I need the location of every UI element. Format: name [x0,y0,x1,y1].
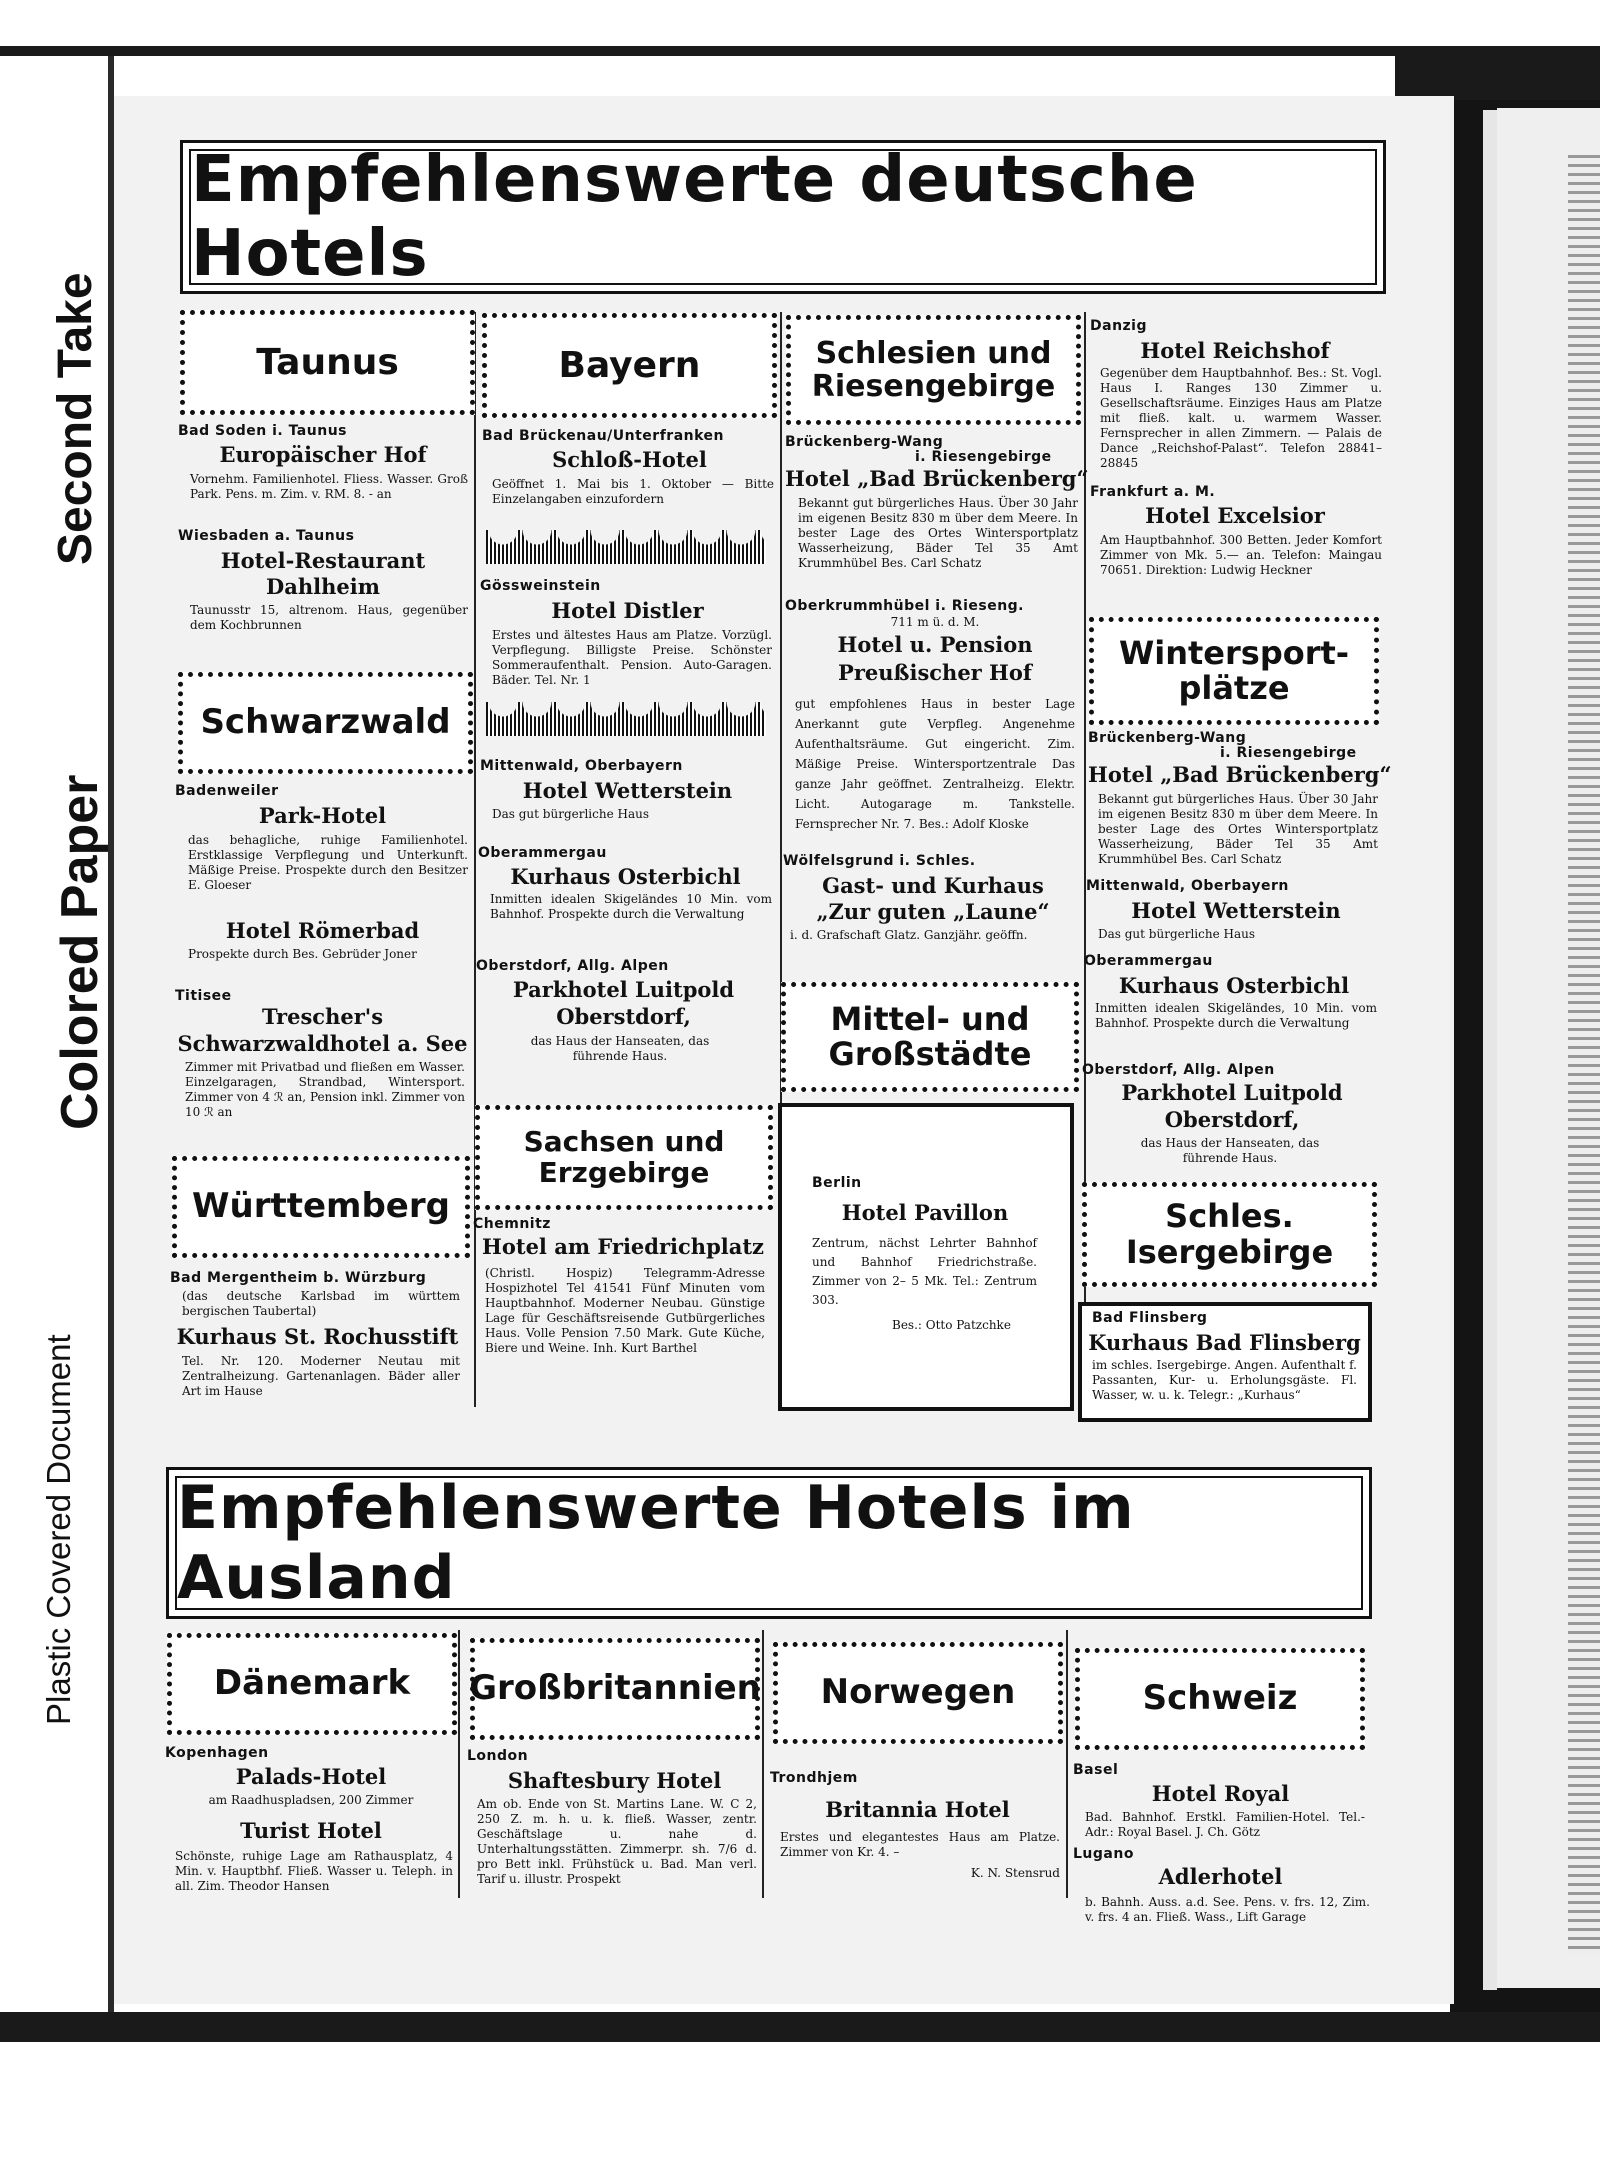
column-rule [1066,1630,1068,1898]
region-taunus: Taunus [180,310,475,415]
city-oberstdorf: Oberstdorf, Allg. Alpen [476,958,669,974]
decorative-wave [486,702,766,736]
hotel-roemerbad: Hotel Römerbad [225,918,420,943]
city-oberstdorf-2: Oberstdorf, Allg. Alpen [1082,1062,1275,1078]
headline-text: Empfehlenswerte deutsche Hotels [189,149,1377,285]
hotel-pavillon: Hotel Pavillon [841,1200,1009,1225]
city-flinsberg: Bad Flinsberg [1092,1310,1208,1326]
city-mittenwald: Mittenwald, Oberbayern [480,758,683,774]
hotel-dahlheim: Dahlheim [266,574,380,599]
hotel-europaeischer-hof: Europäischer Hof [219,442,427,467]
city-oberkrummhuebel: Oberkrummhübel i. Rieseng. [785,598,1025,614]
city-bad-soden: Bad Soden i. Taunus [178,423,347,439]
hotel-wetterstein-2: Hotel Wetterstein [1131,898,1341,923]
desc-kurhaus-flinsberg: im schles. Isergebirge. Angen. Aufenthalt f. Passanten, Kur- u. Erholungsgäste. Fl. Wasser, w. u. k. Telegr.: „Kurhaus“ [1092,1358,1357,1402]
scan-edge-bottom [0,2012,1600,2042]
desc-pavillon: Zentrum, nächst Lehrter Bahnhof und Bahnhof Friedrichstraße. Zimmer von 2– 5 Mk. Tel.: Zentrum 303. [812,1236,1037,1307]
hotel-gast-kurhaus: Gast- und Kurhaus [822,873,1044,898]
city-frankfurt: Frankfurt a. M. [1090,484,1216,500]
desc-osterbichl: Inmitten idealen Skigeländes 10 Min. vom Bahnhof. Prospekte durch die Verwaltung [490,892,772,921]
city-lugano: Lugano [1073,1846,1134,1862]
hotel-friedrichplatz: Hotel am Friedrichplatz [482,1234,764,1259]
desc-luitpold: das Haus der Hanseaten, das führende Haus. [530,1034,710,1063]
city-woelfelsgrund: Wölfelsgrund i. Schles. [783,853,976,869]
desc-luitpold-2: das Haus der Hanseaten, das führende Haus. [1140,1136,1320,1165]
hotel-guten-laune: „Zur guten „Laune“ [816,899,1050,924]
hotel-reichshof: Hotel Reichshof [1140,338,1330,363]
desc-friedrichplatz: (Christl. Hospiz) Telegramm-Adresse Hospizhotel Tel 41541 Fünf Minuten vom Hauptbahnhof. Moderner Neubau. Günstige Lage für Geschäftsreisende Gutbürgerliches Haus. Volle Pension 7.50 Mark. Gute Küche, Biere und Weine. Inh. Kurt Barthel [485,1266,765,1355]
desc-rochusstift: Tel. Nr. 120. Moderner Neutau mit Zentralheizung. Gartenanlagen. Bäder aller Art im Hause [182,1354,460,1398]
desc-reichshof: Gegenüber dem Hauptbahnhof. Bes.: St. Vogl. Haus I. Ranges 130 Zimmer u. Gesellschaftsräume. Einziges Haus am Platze mit fließ. kalt. u. warmem Wasser. Fernsprecher in allen Zimmern. — Palais de Dance „Reichshof-Palast“. Telefon 28841–28845 [1100,366,1382,470]
region-schles-isergebirge: Schles. Isergebirge [1082,1182,1377,1287]
desc-europaeischer-hof: Vornehm. Familienhotel. Fliess. Wasser. Groß Park. Pens. m. Zim. v. RM. 8. - an [190,472,468,501]
city-berlin: Berlin [812,1175,862,1191]
hotel-britannia: Britannia Hotel [825,1797,1010,1822]
region-bayern: Bayern [482,313,777,418]
hotel-treschers: Trescher's [261,1004,384,1029]
city-brueckenberg-2: Brückenberg-Wang [1088,730,1247,746]
region-mittel-grossstaedte: Mittel- und Großstädte [781,982,1079,1092]
hotel-wetterstein: Hotel Wetterstein [522,778,733,803]
desc-shaftesbury: Am ob. Ende von St. Martins Lane. W. C 2, 250 Z. m. h. u. k. fließ. Wasser, zentr. Geschäftslage u. nahe d. Unterhaltungsstätten. Zimmerpr. sh. 7/6 d. pro Bett inkl. Frühstück u. Bad. Man verl. Tarif u. illustr. Prospekt [477,1797,757,1886]
label-plastic-covered: Plastic Covered Document [40,1334,77,1725]
hotel-shaftesbury: Shaftesbury Hotel [507,1768,722,1793]
city-oberammergau: Oberammergau [478,845,607,861]
column-rule [762,1630,764,1898]
city-brueckenau: Bad Brückenau/Unterfranken [482,428,725,444]
desc-adler: b. Bahnh. Auss. a.d. See. Pens. v. frs. 12, Zim. v. frs. 4 an. Fließ. Wass., Lift Garage [1085,1895,1370,1924]
desc-park-hotel: das behagliche, ruhige Familienhotel. Erstklassige Verpflegung und Unterkunft. Mäßige Preise. Prospekte durch den Besitzer E. Gloeser [188,833,468,892]
headline-text: Empfehlenswerte Hotels im Ausland [175,1476,1363,1610]
desc-guten-laune: i. d. Grafschaft Glatz. Ganzjähr. geöffn. [790,928,1028,942]
hotel-osterbichl: Kurhaus Osterbichl [510,864,741,889]
hotel-excelsior: Hotel Excelsior [1145,503,1325,528]
scan-edge-top [0,46,1600,56]
city-goessweinstein: Gössweinstein [480,578,601,594]
region-norwegen: Norwegen [773,1642,1063,1744]
region-grossbritannien: Großbritannien [470,1638,760,1740]
desc-excelsior: Am Hauptbahnhof. 300 Betten. Jeder Komfort Zimmer von Mk. 5.— an. Telefon: Maingau 70651. Direktion: Ludwig Heckner [1100,533,1382,577]
desc-bad-brueckenberg: Bekannt gut bürgerliches Haus. Über 30 Jahr im eigenen Besitz 830 m über dem Meere. In bester Lage des Ortes Wintersportplatz Wasserheizung, Bäder Tel 35 Amt Krummhübel Bes. Carl Schatz [798,496,1078,570]
region-schweiz: Schweiz [1075,1648,1365,1750]
city-badenweiler: Badenweiler [175,783,279,799]
hotel-preussischer-hof: Preußischer Hof [838,660,1032,685]
region-sachsen: Sachsen und Erzgebirge [475,1105,773,1210]
owner-britannia: K. N. Stensrud [970,1866,1060,1880]
city-mergentheim: Bad Mergentheim b. Würzburg [170,1270,427,1286]
desc-schwarzwaldhotel: Zimmer mit Privatbad und fließen em Wasser. Einzelgaragen, Strandbad, Wintersport. Zimmer von 4 ℛ an, Pension inkl. Zimmer von 10 ℛ an [185,1060,465,1119]
desc-bad-brueckenberg-2: Bekannt gut bürgerliches Haus. Über 30 Jahr im eigenen Besitz 830 m über dem Meere. In bester Lage des Ortes Wintersportplatz Wasserheizung, Bäder Tel 35 Amt Krummhübel Bes. Carl Schatz [1098,792,1378,866]
desc-distler: Erstes und ältestes Haus am Platze. Vorzügl. Verpflegung. Billigste Preise. Schönster Sommeraufenthalt. Pension. Auto-Garagen. Bäder. Tel. Nr. 1 [492,628,772,687]
hotel-osterbichl-2: Kurhaus Osterbichl [1118,973,1350,998]
owner-pavillon: Bes.: Otto Patzchke [892,1318,1011,1332]
desc-turist: Schönste, ruhige Lage am Rathausplatz, 4 Min. v. Hauptbhf. Fließ. Wasser u. Teleph. in all. Zim. Theodor Hansen [175,1849,453,1893]
desc-britannia: Erstes und elegantestes Haus am Platze. Zimmer von Kr. 4. – [780,1830,1060,1859]
city-riesengebirge-2: i. Riesengebirge [1220,745,1357,761]
hotel-rochusstift: Kurhaus St. Rochusstift [176,1324,459,1349]
headline-foreign-hotels [166,1467,1372,1619]
region-schlesien: Schlesien und Riesengebirge [786,315,1081,425]
hotel-bad-brueckenberg: Hotel „Bad Brückenberg“ [785,466,1089,491]
adjacent-page-text [1568,155,1600,1955]
column-rule [458,1630,460,1898]
hotel-restaurant: Hotel-Restaurant [220,548,426,573]
label-colored-paper: Colored Paper [51,774,109,1130]
hotel-adler: Adlerhotel [1158,1864,1283,1889]
desc-dahlheim: Taunusstr 15, altrenom. Haus, gegenüber dem Kochbrunnen [190,603,468,632]
desc-palads: am Raadhuspladsen, 200 Zimmer [208,1793,414,1807]
desc-roemerbad: Prospekte durch Bes. Gebrüder Joner [188,947,417,961]
desc-mergentheim: (das deutsche Karlsbad im württem bergischen Taubertal) [182,1289,460,1318]
city-kopenhagen: Kopenhagen [165,1745,269,1761]
hotel-bad-brueckenberg-2: Hotel „Bad Brückenberg“ [1088,762,1392,787]
desc-wetterstein-2: Das gut bürgerliche Haus [1098,927,1256,941]
hotel-schwarzwaldhotel: Schwarzwaldhotel a. See [177,1031,468,1056]
city-titisee: Titisee [175,988,232,1004]
city-oberammergau-2: Oberammergau [1084,953,1213,969]
hotel-royal: Hotel Royal [1151,1781,1290,1806]
city-danzig: Danzig [1090,318,1148,334]
city-london: London [467,1748,529,1764]
hotel-kurhaus-flinsberg: Kurhaus Bad Flinsberg [1088,1330,1361,1355]
region-daenemark: Dänemark [167,1633,457,1735]
city-wiesbaden: Wiesbaden a. Taunus [178,528,355,544]
hotel-palads: Palads-Hotel [235,1764,387,1789]
desc-preussischer-hof: gut empfohlenes Haus in bester Lage Anerkannt gute Verpfleg. Angenehme Aufenthaltsräume. Gut eingericht. Zim. Mäßige Preise. Wintersportzentrale Das ganze Jahr geöffnet. Zentralheizg. Elektr. Licht. Autogarage m. Tankstelle. Fernsprecher Nr. 7. Bes.: Adolf Kloske [795,697,1075,831]
desc-altitude: 711 m ü. d. M. [890,615,980,629]
hotel-luitpold-2: Parkhotel Luitpold [1121,1080,1343,1105]
hotel-park-hotel: Park-Hotel [258,803,387,828]
hotel-pension: Hotel u. Pension [837,632,1033,657]
city-basel: Basel [1073,1762,1119,1778]
hotel-luitpold: Parkhotel Luitpold [512,977,735,1002]
region-schwarzwald: Schwarzwald [178,672,473,774]
scan-gutter [1483,110,1497,1990]
region-wintersport: Wintersport-plätze [1089,617,1379,725]
desc-osterbichl-2: Inmitten idealen Skigeländes, 10 Min. vom Bahnhof. Prospekte durch die Verwaltung [1095,1001,1377,1030]
city-chemnitz: Chemnitz [473,1216,551,1232]
desc-royal: Bad. Bahnhof. Erstkl. Familien-Hotel. Tel.-Adr.: Royal Basel. J. Ch. Götz [1085,1810,1365,1839]
city-mittenwald-2: Mittenwald, Oberbayern [1086,878,1289,894]
decorative-wave [486,530,766,564]
hotel-oberstdorf-2: Oberstdorf, [1164,1107,1300,1132]
hotel-turist: Turist Hotel [240,1818,382,1843]
city-brueckenberg: Brückenberg-Wang [785,434,944,450]
city-trondhjem: Trondhjem [770,1770,858,1786]
desc-wetterstein: Das gut bürgerliche Haus [492,807,650,821]
hotel-oberstdorf: Oberstdorf, [556,1004,691,1029]
region-wuerttemberg: Württemberg [172,1156,470,1258]
label-second-take: Second Take [49,272,102,565]
hotel-distler: Hotel Distler [551,598,704,623]
headline-german-hotels [180,140,1386,294]
desc-schloss-hotel: Geöffnet 1. Mai bis 1. Oktober — Bitte Einzelangaben einzufordern [492,477,774,506]
hotel-schloss-hotel: Schloß-Hotel [552,447,707,472]
city-riesengebirge: i. Riesengebirge [915,449,1052,465]
